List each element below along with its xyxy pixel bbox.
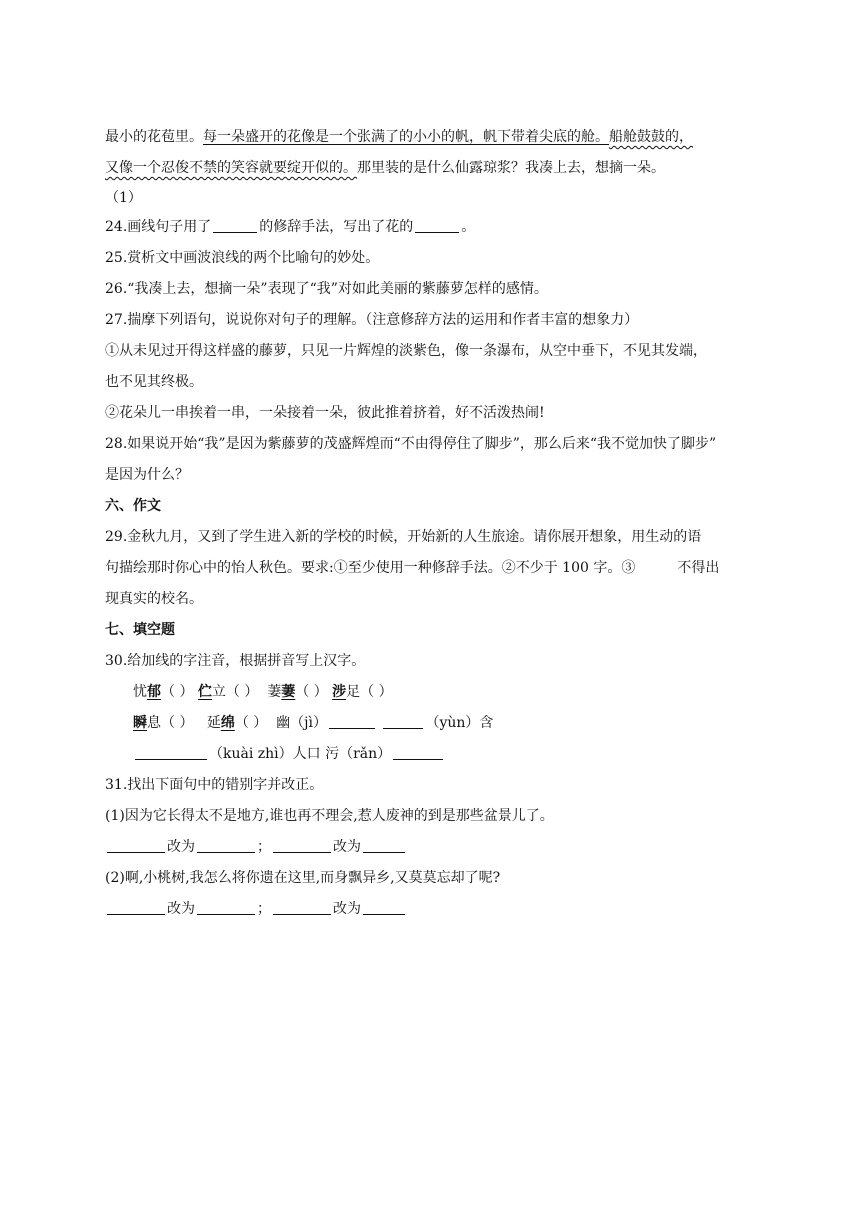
document-page	[105, 122, 755, 925]
sentence-text: ②花朵儿一串挨着一串，一朵接着一朵，彼此推着挤着，好不活泼热闹!	[105, 405, 545, 421]
marked-char: 萋	[281, 684, 296, 700]
pinyin-slot[interactable]: （ ）	[234, 715, 268, 731]
question-31-answer-1	[105, 832, 755, 863]
passage-text: 那里装的是什么仙露琼浆？我凑上去，想摘一朵。	[357, 160, 665, 176]
pinyin-prompt: （kuài zhì）人口	[209, 746, 321, 762]
change-label: 改为	[167, 901, 195, 917]
question-31-sentence-1	[105, 801, 755, 832]
question-27-sentence-1-cont	[105, 367, 755, 398]
marked-char: 伫	[197, 684, 212, 700]
wavy-sentence: 又像一个忍俊不禁的笑容就要绽开似的。	[105, 160, 357, 176]
question-text: 27.揣摩下列语句，说说你对句子的理解。（注意修辞方法的运用和作者丰富的想象力）	[105, 312, 639, 328]
answer-blank[interactable]	[363, 900, 405, 915]
question-31-sentence-2	[105, 863, 755, 894]
question-31-answer-2	[105, 894, 755, 925]
marked-char: 绵	[220, 715, 235, 731]
question-25	[105, 243, 755, 274]
sentence-text: 也不见其终极。	[105, 374, 203, 390]
change-label: 改为	[167, 839, 195, 855]
question-28	[105, 429, 755, 460]
question-text: 25.赏析文中画波浪线的两个比喻句的妙处。	[105, 250, 380, 266]
question-text: 28.如果说开始“我”是因为紫藤萝的茂盛辉煌而“不由得停住了脚步”，那么后来“我不觉加快了脚步”	[105, 436, 717, 452]
answer-blank[interactable]	[273, 838, 331, 853]
wavy-sentence: 船舱鼓鼓的，	[609, 129, 693, 145]
pinyin-slot[interactable]: 息（ ）	[147, 715, 194, 731]
pinyin-slot[interactable]: 立（ ）	[211, 684, 259, 700]
marked-char: 瞬	[133, 715, 147, 731]
question-text: 31.找出下面句中的错别字并改正。	[105, 777, 324, 793]
answer-blank[interactable]	[197, 900, 255, 915]
question-text: 不得出	[677, 560, 720, 576]
section-heading-fill	[105, 615, 755, 646]
marker-text: （1）	[105, 190, 142, 206]
question-text: 26.“我凑上去，想摘一朵”表现了“我”对如此美丽的紫藤萝怎样的感情。	[105, 281, 548, 297]
answer-blank[interactable]	[329, 714, 375, 729]
answer-blank[interactable]	[213, 218, 257, 233]
marked-char: 郁	[147, 684, 161, 700]
pinyin-prompt: 幽（jì）	[276, 715, 327, 731]
question-30	[105, 646, 755, 677]
pinyin-prompt: 污（rǎn）	[325, 746, 392, 762]
question-31	[105, 770, 755, 801]
question-29-end	[105, 584, 755, 615]
section-heading-writing	[105, 491, 755, 522]
pinyin-slot[interactable]: （ ）	[161, 684, 194, 700]
answer-blank[interactable]	[383, 714, 423, 729]
question-27-sentence-1	[105, 336, 755, 367]
separator: ；	[257, 901, 271, 917]
word-part: 萋	[267, 684, 282, 700]
answer-blank[interactable]	[415, 218, 459, 233]
answer-blank[interactable]	[393, 745, 443, 760]
answer-blank[interactable]	[135, 745, 207, 760]
question-29-cont	[105, 553, 755, 584]
word-part: 忧	[133, 684, 147, 700]
question-27	[105, 305, 755, 336]
passage-line-2	[105, 153, 755, 184]
question-text: 30.给加线的字注音，根据拼音写上汉字。	[105, 653, 366, 669]
pinyin-slot[interactable]: （ ）	[295, 684, 328, 700]
sentence-text: (2)啊,小桃树,我怎么将你遗在这里,而身飘异乡,又莫莫忘却了呢?	[105, 870, 501, 886]
sentence-text: ①从未见过开得这样盛的藤萝，只见一片辉煌的淡紫色，像一条瀑布，从空中垂下，不见其发端，	[105, 343, 707, 359]
question-text: 是因为什么？	[105, 467, 189, 483]
question-text: 。	[461, 219, 476, 235]
question-26	[105, 274, 755, 305]
question-29	[105, 522, 755, 553]
pinyin-slot[interactable]: 足（ ）	[346, 684, 393, 700]
question-30-row-1	[105, 677, 755, 708]
question-text: 24.画线句子用了	[105, 219, 212, 235]
question-text: 句描绘那时你心中的怡人秋色。要求:①至少使用一种修辞手法。②不少于 100 字。③	[105, 560, 636, 576]
change-label: 改为	[333, 839, 361, 855]
question-27-sentence-2	[105, 398, 755, 429]
question-text: 29.金秋九月，又到了学生进入新的学校的时候，开始新的人生旅途。请你展开想象，用生动的语	[105, 529, 702, 545]
question-text: 的修辞手法，写出了花的	[259, 219, 414, 235]
answer-blank[interactable]	[107, 838, 165, 853]
separator: ；	[257, 839, 271, 855]
question-30-row-2	[105, 708, 755, 739]
section-title: 六、作文	[105, 498, 161, 514]
word-part: 延	[206, 715, 221, 731]
passage-line-1	[105, 122, 755, 153]
question-28-cont	[105, 460, 755, 491]
question-30-row-3	[105, 739, 755, 770]
answer-blank[interactable]	[107, 900, 165, 915]
underlined-sentence: 每一朵盛开的花像是一个张满了的小小的帆，帆下带着尖底的舱。	[203, 129, 609, 145]
sentence-text: (1)因为它长得太不是地方,谁也再不理会,惹人废神的到是那些盆景儿了。	[105, 808, 554, 824]
question-text: 现真实的校名。	[105, 591, 203, 607]
marked-char: 涉	[332, 684, 347, 700]
pinyin-prompt: （yùn）含	[425, 715, 494, 731]
passage-marker	[105, 184, 755, 212]
answer-blank[interactable]	[273, 900, 331, 915]
change-label: 改为	[333, 901, 361, 917]
section-title: 七、填空题	[105, 622, 175, 638]
passage-text: 最小的花苞里。	[105, 129, 203, 145]
answer-blank[interactable]	[197, 838, 255, 853]
question-24	[105, 212, 755, 243]
answer-blank[interactable]	[363, 838, 405, 853]
